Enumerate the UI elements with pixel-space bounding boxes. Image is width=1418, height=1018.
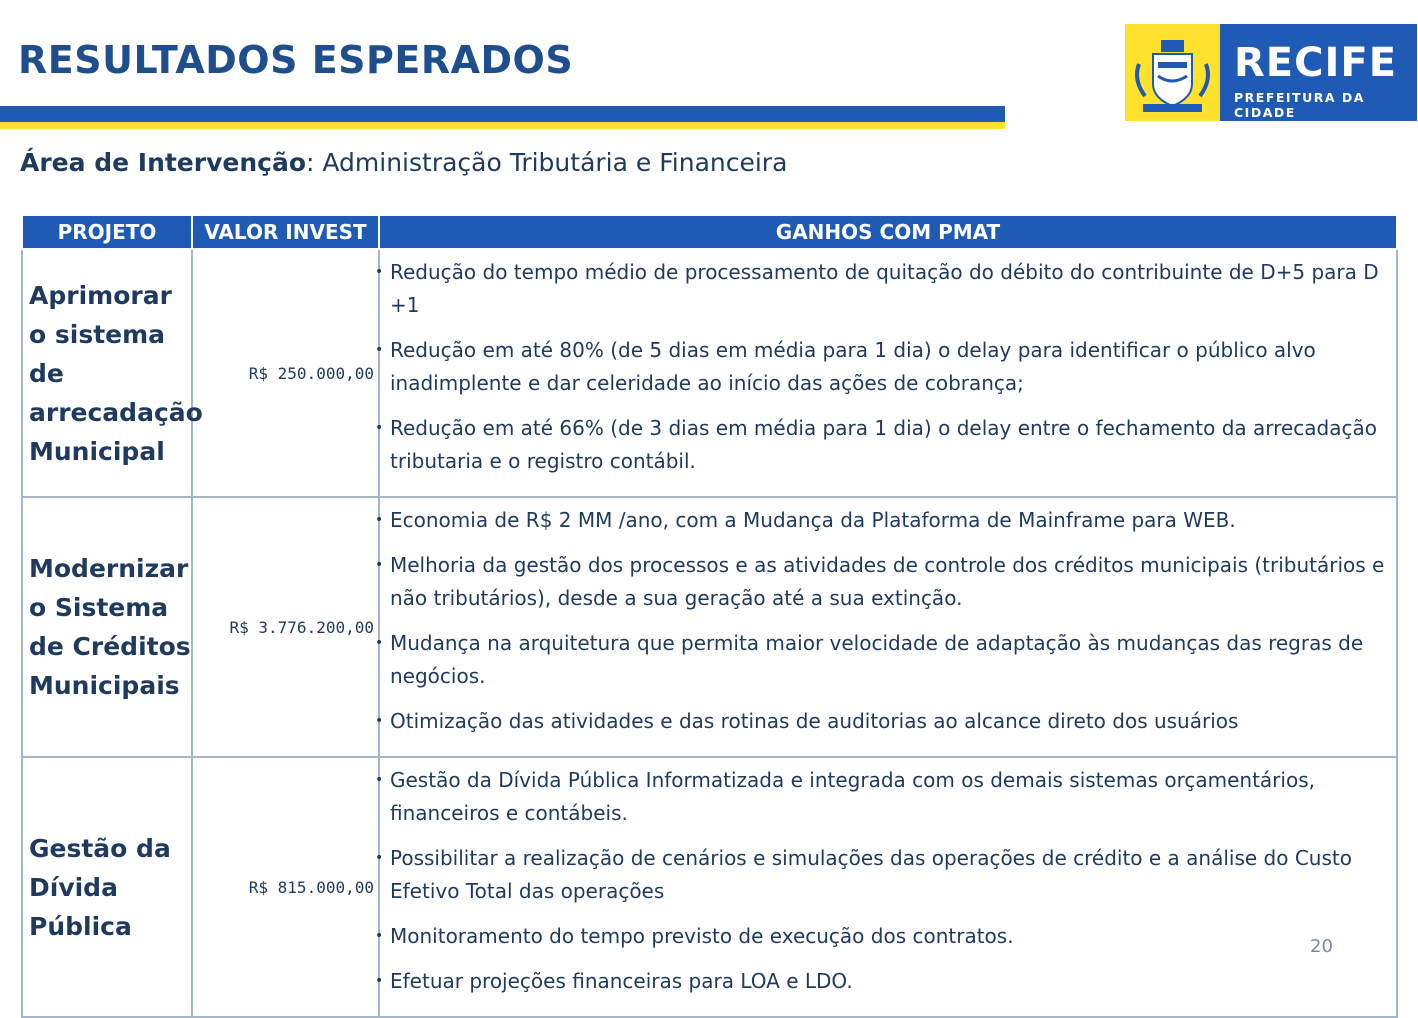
ganho-item: • Monitoramento do tempo previsto de execução dos contratos. xyxy=(380,920,1386,953)
header-valor: VALOR INVEST xyxy=(192,215,379,249)
table-header-row xyxy=(22,215,1397,249)
table-row xyxy=(22,497,1397,757)
ganho-item: • Redução em até 80% (de 5 dias em média para 1 dia) o delay para identificar o público alvo inadimplente e dar celeridade ao início das ações de cobrança; xyxy=(380,334,1386,400)
table-row xyxy=(22,249,1397,497)
ganho-item: • Economia de R$ 2 MM /ano, com a Mudança da Plataforma de Mainframe para WEB. xyxy=(380,504,1386,537)
valor-cell: R$ 250.000,00 xyxy=(192,249,379,497)
page-number: 20 xyxy=(1310,936,1333,957)
ganhos-cell xyxy=(379,757,1397,1017)
projeto-cell: Gestão da Dívida Pública xyxy=(22,757,192,1017)
results-table xyxy=(21,214,1398,1018)
ganho-item: • Redução em até 66% (de 3 dias em média para 1 dia) o delay entre o fechamento da arrecadação tributaria e o registro contábil. xyxy=(380,412,1386,478)
page-title: RESULTADOS ESPERADOS xyxy=(18,38,574,82)
header-blue-bar xyxy=(0,106,1005,122)
ganho-item: • Otimização das atividades e das rotinas de auditorias ao alcance direto dos usuários xyxy=(380,705,1386,738)
header-ganhos: GANHOS COM PMAT xyxy=(379,215,1397,249)
ganho-item: • Redução do tempo médio de processamento de quitação do débito do contribuinte de D+5 para D +1 xyxy=(380,256,1386,322)
table-row xyxy=(22,757,1397,1017)
recife-logo xyxy=(1125,24,1417,121)
valor-cell: R$ 815.000,00 xyxy=(192,757,379,1017)
ganhos-cell xyxy=(379,497,1397,757)
header-projeto: PROJETO xyxy=(22,215,192,249)
logo-subtitle: PREFEITURA DA CIDADE xyxy=(1234,90,1365,120)
ganhos-cell xyxy=(379,249,1397,497)
intervention-area xyxy=(20,148,787,177)
intervention-area-label: Área de Intervenção xyxy=(20,148,307,177)
ganho-item: • Possibilitar a realização de cenários e simulações das operações de crédito e a análise do Custo Efetivo Total das operações xyxy=(380,842,1386,908)
ganho-item: • Efetuar projeções financeiras para LOA e LDO. xyxy=(380,965,1386,998)
projeto-cell: Aprimorar o sistema de arrecadação Municipal xyxy=(22,249,192,497)
logo-wordmark xyxy=(1220,24,1417,121)
ganho-item: • Gestão da Dívida Pública Informatizada e integrada com os demais sistemas orçamentários, financeiros e contábeis. xyxy=(380,764,1386,830)
intervention-area-value: : Administração Tributária e Financeira xyxy=(306,148,788,177)
coat-of-arms-icon xyxy=(1125,24,1220,121)
logo-name: RECIFE xyxy=(1234,40,1398,86)
header-yellow-bar xyxy=(0,122,1005,129)
ganho-item: • Mudança na arquitetura que permita maior velocidade de adaptação às mudanças das regras de negócios. xyxy=(380,627,1386,693)
ganho-item: • Melhoria da gestão dos processos e as atividades de controle dos créditos municipais (tributários e não tributários), desde a sua geração até a sua extinção. xyxy=(380,549,1386,615)
valor-cell: R$ 3.776.200,00 xyxy=(192,497,379,757)
projeto-cell: Modernizar o Sistema de Créditos Municipais xyxy=(22,497,192,757)
